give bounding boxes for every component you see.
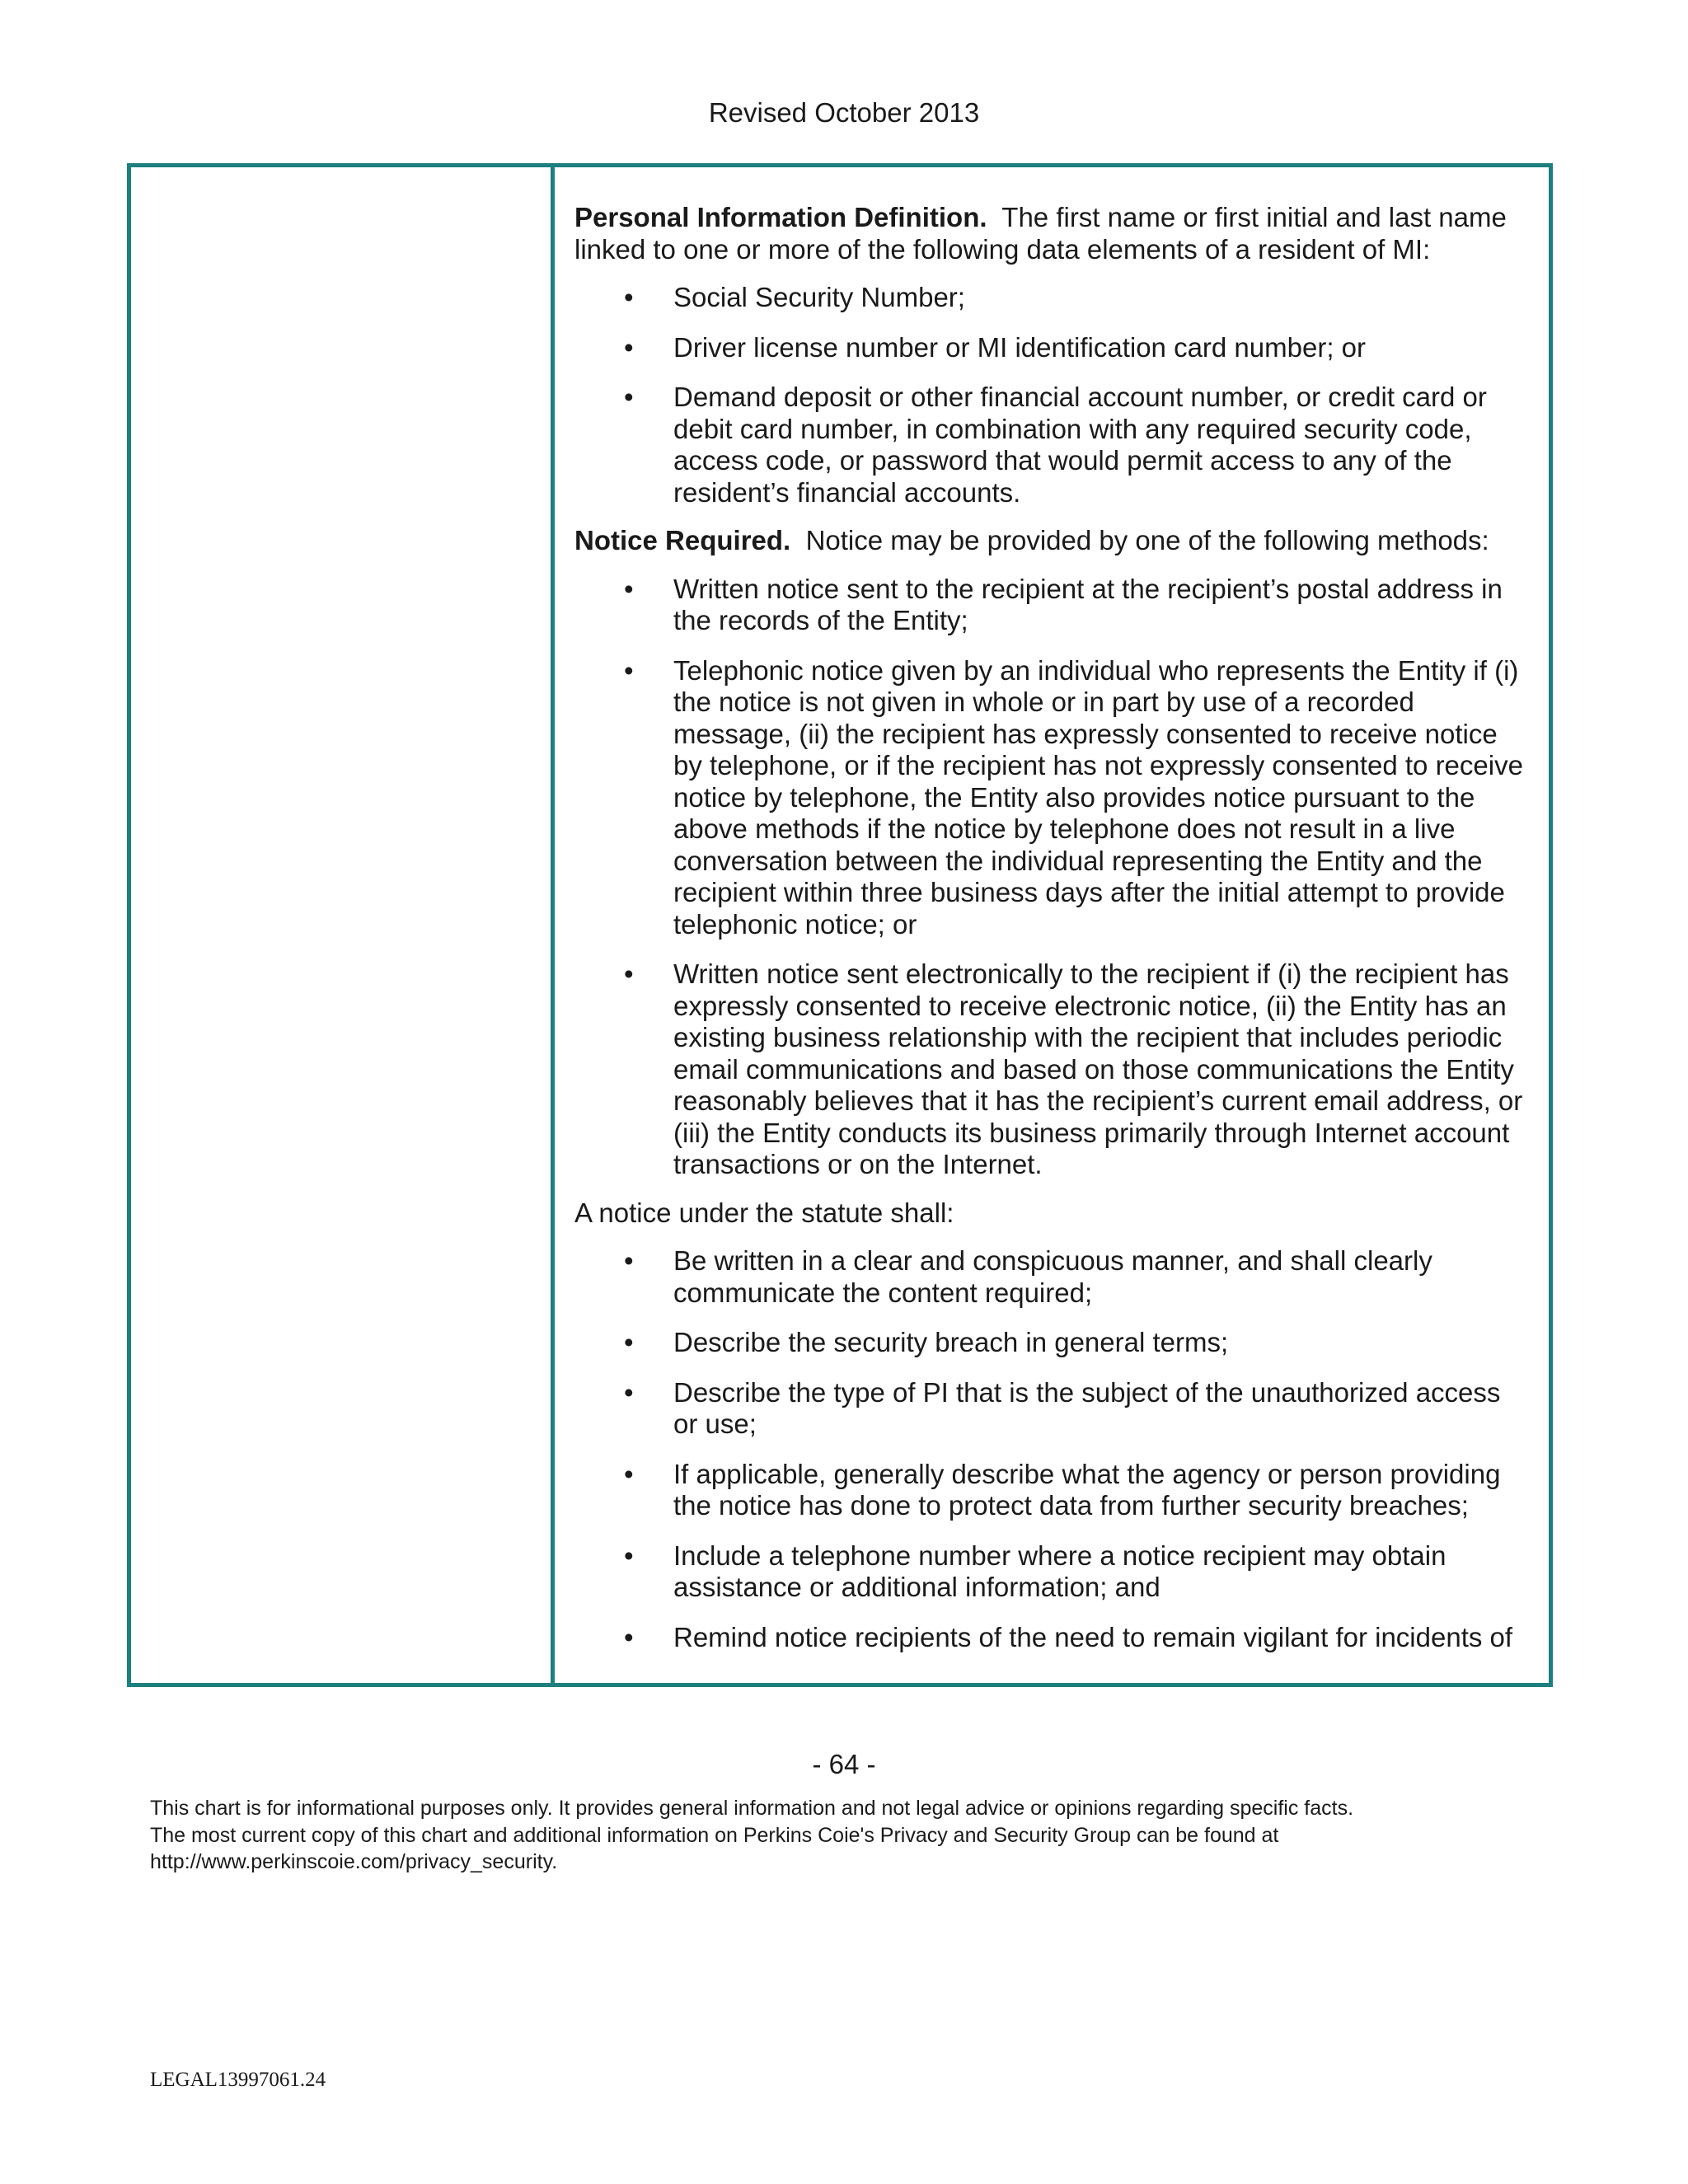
page-header-revised: Revised October 2013 <box>708 97 980 128</box>
disclaimer-line: This chart is for informational purposes only. It provides general information and not legal advice or opinions regarding specific facts. <box>150 1797 1354 1820</box>
list-item: • Demand deposit or other financial account number, or credit card or debit card number, in combination with any required security code, access code, or password that would permit access to any of the resident’s financial accounts. <box>624 382 1487 508</box>
notice-required-paragraph <box>574 525 1529 557</box>
notice-required-text: Notice may be provided by one of the following methods: <box>805 525 1489 555</box>
list-item: • Remind notice recipients of the need to remain vigilant for incidents of <box>624 1621 1513 1652</box>
list-item: • Driver license number or MI identification card number; or <box>624 331 1367 363</box>
bullet-icon: • <box>624 382 634 412</box>
footer-disclaimer <box>150 1795 1551 1876</box>
list-item: • Include a telephone number where a notice recipient may obtain assistance or additional information; and <box>624 1540 1447 1602</box>
bullet-icon: • <box>624 958 634 989</box>
list-item: • Describe the security breach in general terms; <box>624 1327 1229 1357</box>
bullet-icon: • <box>624 1621 634 1652</box>
bullet-icon: • <box>624 654 634 686</box>
list-item: • Telephonic notice given by an individual who represents the Entity if (i) the notice is not given in whole or in part by use of a recorded message, (ii) the recipient has expressly consented to receive notice by telephone, or if the recipient has not expressly consented to receive notice by telephone, the Entity also provides notice pursuant to the above methods if the notice by telephone does not result in a live conversation between the individual representing the Entity and the recipient within three business days after the initial attempt to provide telephonic notice; or <box>624 654 1523 940</box>
table-left-cell <box>131 167 555 1683</box>
notice-methods-list <box>574 574 1529 1181</box>
document-id: LEGAL13997061.24 <box>150 2069 326 2091</box>
bullet-icon: • <box>624 1458 634 1489</box>
bullet-icon: • <box>624 331 634 363</box>
list-item: • Written notice sent to the recipient at the recipient’s postal address in the records of the Entity; <box>624 573 1503 635</box>
list-item: • Be written in a clear and conspicuous manner, and shall clearly communicate the content required; <box>624 1245 1432 1308</box>
disclaimer-line: http://www.perkinscoie.com/privacy_security. <box>150 1850 558 1873</box>
list-item: • Written notice sent electronically to the recipient if (i) the recipient has expressly consented to receive electronic notice, (ii) the Entity has an existing business relationship with the recipient that includes periodic email communications and based on those communications the Entity reasonably believes that it has the recipient’s current email address, or (iii) the Entity conducts its business primarily through Internet account transactions or on the Internet. <box>624 958 1523 1179</box>
table-right-cell <box>555 167 1549 1683</box>
statute-notice-intro: A notice under the statute shall: <box>574 1197 954 1228</box>
notice-required-label: Notice Required. <box>574 525 791 555</box>
bullet-icon: • <box>624 282 634 312</box>
list-item: • Social Security Number; <box>624 282 965 312</box>
bullet-icon: • <box>624 1245 634 1276</box>
pi-definition-label: Personal Information Definition. <box>574 202 987 232</box>
disclaimer-line: The most current copy of this chart and additional information on Perkins Coie's Privacy and Security Group can be found at <box>150 1823 1279 1847</box>
bullet-icon: • <box>624 1376 634 1408</box>
bullet-icon: • <box>624 573 634 604</box>
bullet-icon: • <box>624 1540 634 1571</box>
statute-notice-list <box>574 1245 1529 1653</box>
pi-definition-paragraph <box>574 202 1529 265</box>
pi-definition-text: The first name or first initial and last name linked to one or more of the following data elements of a resident of MI: <box>574 202 1507 265</box>
page-number: - 64 - <box>812 1749 876 1779</box>
list-item: • If applicable, generally describe what the agency or person providing the notice has done to protect data from further security breaches; <box>624 1458 1501 1521</box>
pi-definition-list <box>574 282 1529 509</box>
bullet-icon: • <box>624 1327 634 1357</box>
list-item: • Describe the type of PI that is the subject of the unauthorized access or use; <box>624 1376 1501 1439</box>
chart-table <box>127 163 1553 1687</box>
